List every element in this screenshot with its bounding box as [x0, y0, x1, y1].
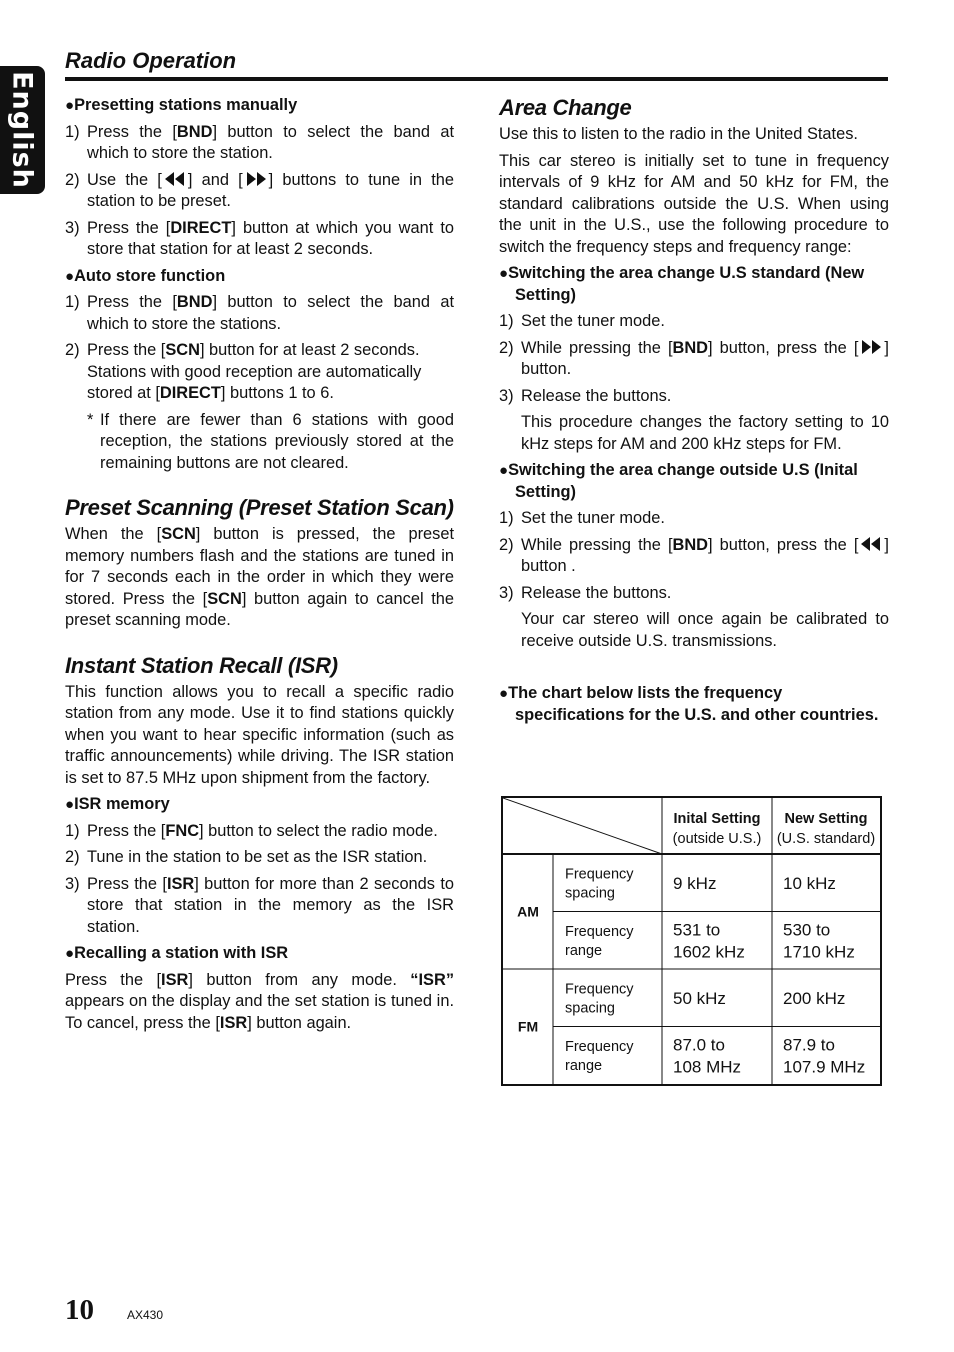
row-label: range: [565, 1057, 603, 1074]
seek-up-icon: [858, 338, 884, 356]
isr-memory-step-1: 1) Press the [FNC] button to select the radio mode.: [65, 821, 438, 840]
recall-heading: ●Recalling a station with ISR: [65, 944, 289, 962]
right-column: [499, 94, 889, 726]
us-step-3-note: This procedure changes the factory setting to 10 kHz steps for AM and 200 kHz steps for FM.: [521, 413, 889, 453]
cell-value: 108 MHz: [673, 1057, 742, 1077]
band-label: AM: [517, 903, 539, 920]
frequency-table-grid: [503, 798, 880, 1084]
area-change-title: Area Change: [499, 95, 632, 120]
autostore-step-1: 1) Press the [BND] button to select the band at which to store the stations.: [65, 293, 455, 333]
outside-step-2: 2) While pressing the [BND] button, press the [ ] button .: [499, 535, 889, 575]
area-change-intro: Use this to listen to the radio in the United States.: [499, 125, 858, 143]
header-diagonal: [503, 798, 662, 854]
row-label: Frequency: [565, 866, 634, 883]
column-header-subtitle: (U.S. standard): [776, 831, 876, 847]
outside-step-3: 3) Release the buttons.: [499, 583, 672, 602]
presetting-step-1: 1) Press the [BND] button to select the band at which to store the station.: [65, 122, 455, 162]
language-tab-label: English: [6, 71, 38, 189]
bullet-icon: ●: [499, 462, 509, 479]
cell-value: 531 to: [673, 920, 721, 940]
page-number: 10: [65, 1294, 94, 1326]
preset-scan-title: Preset Scanning (Preset Station Scan): [65, 495, 454, 520]
bullet-icon: ●: [65, 945, 75, 962]
bullet-icon: ●: [499, 685, 509, 702]
cell-value: 530 to: [783, 920, 831, 940]
autostore-note: * If there are fewer than 6 stations with good reception, the stations previously stored at the remaining buttons are not cleared.: [87, 410, 454, 472]
row-label: Frequency: [565, 923, 634, 940]
seek-up-icon: [243, 170, 269, 188]
row-label: spacing: [565, 885, 615, 902]
column-header-title: New Setting: [784, 811, 868, 827]
isr-memory-step-2: 2) Tune in the station to be set as the ISR station.: [65, 848, 428, 866]
seek-down-icon: [858, 535, 884, 553]
presetting-step-2: 2) Use the [ ] and [ ] buttons to tune in the station to be preset.: [65, 170, 454, 210]
cell-value: 50 kHz: [673, 988, 726, 1008]
isr-memory-step-3: 3) Press the [ISR] button for more than 2 seconds to store that station in the memory as the ISR station.: [65, 874, 455, 936]
presetting-step-3: 3) Press the [DIRECT] button at which you want to store that station for at least 2 seconds.: [65, 218, 455, 258]
bullet-icon: ●: [65, 97, 75, 114]
cell-value: 87.0 to: [673, 1035, 725, 1055]
presetting-heading: ●Presetting stations manually: [65, 96, 298, 114]
column-header-subtitle: (outside U.S.): [672, 831, 762, 847]
preset-scan-body: When the [SCN] button is pressed, the preset memory numbers flash and the stations are tuned in for 7 seconds each in the order in which they were stored. Press the [SCN] button again to cancel the preset scanning mode.: [65, 525, 455, 629]
seek-down-icon: [162, 170, 188, 188]
row-label: Frequency: [565, 981, 634, 998]
outside-step-1: 1) Set the tuner mode.: [499, 509, 665, 527]
model-number: AX430: [127, 1308, 164, 1322]
page-header: [65, 47, 888, 75]
isr-memory-heading: ●ISR memory: [65, 795, 170, 813]
isr-body: This function allows you to recall a specific radio station from any mode. Use it to find stations quickly when you want to hear specific information (such as traffic announcements) while driving. The ISR station is set to 87.5 MHz upon shipment from the factory.: [65, 682, 454, 787]
recall-body: Press the [ISR] button from any mode. “ISR” appears on the display and the set station is tuned in. To cancel, press the [ISR] button again.: [65, 970, 455, 1032]
column-header-title: Inital Setting: [673, 811, 761, 827]
band-label: FM: [517, 1018, 539, 1035]
cell-value: 9 kHz: [673, 873, 717, 893]
header-rule: [65, 77, 888, 81]
cell-value: 1602 kHz: [673, 942, 745, 962]
area-change-body: This car stereo is initially set to tune in frequency intervals of 9 kHz for AM and 50 kHz for FM, the standard calibrations outside the U.S. When using the unit in the U.S., use the following procedure to switch the frequency steps and frequency range:: [499, 151, 889, 256]
row-label: range: [565, 942, 603, 959]
row-label: Frequency: [565, 1038, 634, 1055]
us-step-1: 1) Set the tuner mode.: [499, 312, 665, 330]
frequency-table: [501, 796, 882, 1086]
autostore-heading: ●Auto store function: [65, 266, 226, 285]
chart-intro: ●The chart below lists the frequency specifications for the U.S. and other countries.: [499, 684, 879, 724]
cell-value: 87.9 to: [783, 1035, 835, 1055]
us-step-3: 3) Release the buttons.: [499, 386, 672, 405]
bullet-icon: ●: [499, 265, 509, 282]
section-title: Radio Operation: [65, 48, 237, 73]
outside-step-3-note: Your car stereo will once again be calibrated to receive outside U.S. transmissions.: [521, 610, 889, 650]
isr-title: Instant Station Recall (ISR): [65, 652, 338, 678]
left-column: [65, 95, 454, 1034]
us-standard-heading: ●Switching the area change U.S standard (New Setting): [499, 264, 865, 304]
us-step-2: 2) While pressing the [BND] button, press the [ ] button.: [499, 338, 889, 378]
cell-value: 200 kHz: [783, 988, 846, 1008]
outside-us-heading: ●Switching the area change outside U.S (Inital Setting): [499, 461, 858, 501]
bullet-icon: ●: [65, 267, 75, 285]
cell-value: 10 kHz: [783, 873, 836, 893]
row-label: spacing: [565, 1000, 615, 1017]
bullet-icon: ●: [65, 796, 75, 813]
cell-value: 107.9 MHz: [783, 1057, 866, 1077]
autostore-step-2: 2) Press the [SCN] button for at least 2 seconds. Stations with good reception are automatically stored at [DIRECT] buttons 1 to 6.: [65, 341, 422, 402]
cell-value: 1710 kHz: [783, 942, 855, 962]
